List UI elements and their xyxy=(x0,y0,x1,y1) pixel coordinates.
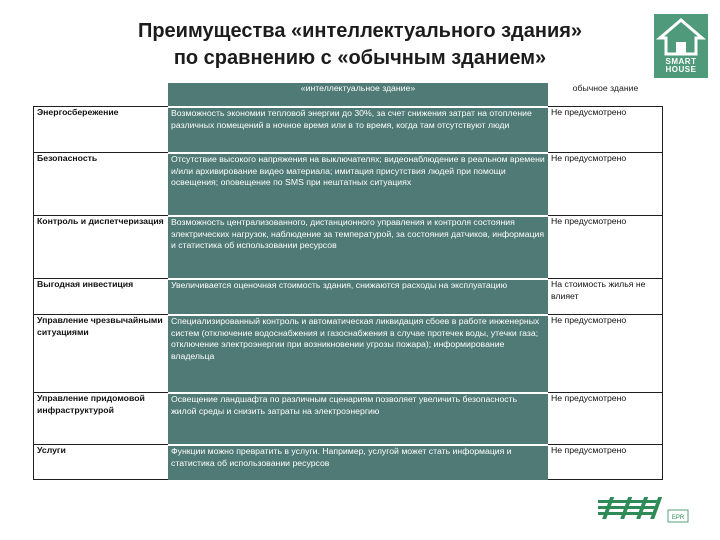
table-row xyxy=(33,392,663,444)
ordinary-cell: Не предусмотрено xyxy=(548,106,663,152)
smart-cell: Специализированный контроль и автоматическая ликвидация сбоев в работе инженерных систем (отключение водоснабжения и газоснабжения в случае протечек воды, утечки газа; отключение электроэнергии при возникновении угрозы пожара); информирование владельца xyxy=(168,314,548,392)
criterion-cell: Контроль и диспетчеризация xyxy=(33,215,168,278)
criterion-cell: Безопасность xyxy=(33,152,168,215)
table-row xyxy=(33,106,663,152)
table-row xyxy=(33,278,663,314)
table-row xyxy=(33,215,663,278)
title-line-1: Преимущества «интеллектуального здания» xyxy=(137,20,583,42)
smart-cell: Возможность экономии тепловой энергии до 30%, за счет снижения затрат на отопление различных помещений в ночное время или в то время, когда там отсутствуют люди xyxy=(168,106,548,152)
criterion-cell: Энергосбережение xyxy=(33,106,168,152)
criterion-cell: Управление придомовой инфраструктурой xyxy=(33,392,168,444)
table-row xyxy=(33,152,663,215)
ordinary-cell: Не предусмотрено xyxy=(548,392,663,444)
smart-cell: Увеличивается оценочная стоимость здания, снижаются расходы на эксплуатацию xyxy=(168,278,548,314)
smart-house-logo-text xyxy=(654,58,708,74)
criterion-cell: Выгодная инвестиция xyxy=(33,278,168,314)
criterion-cell: Управление чрезвычайными ситуациями xyxy=(33,314,168,392)
header-criterion xyxy=(33,83,168,106)
title-line-2: по сравнению с «обычным зданием» xyxy=(173,47,547,69)
page-title xyxy=(60,18,660,72)
criterion-cell: Услуги xyxy=(33,444,168,480)
table-header-row xyxy=(33,83,663,106)
header-ordinary-building: обычное здание xyxy=(548,83,663,106)
ordinary-cell: На стоимость жилья не влияет xyxy=(548,278,663,314)
smart-cell: Функции можно превратить в услуги. Например, услугой может стать информация и статистика об использовании ресурсов xyxy=(168,444,548,480)
smart-cell: Освещение ландшафта по различным сценариям позволяет увеличить безопасность жилой среды и снизить затраты на электроэнергию xyxy=(168,392,548,444)
table-row xyxy=(33,444,663,480)
header-smart-building: «интеллектуальное здание» xyxy=(168,83,548,106)
ordinary-cell: Не предусмотрено xyxy=(548,215,663,278)
smart-cell: Отсутствие высокого напряжения на выключателях; видеонаблюдение в реальном времени и/или архивирование видео материала; имитация присутствия людей при помощи освещения; оповещение по SMS при нештатных ситуациях xyxy=(168,152,548,215)
footer-logo-sub: EPR xyxy=(671,515,685,521)
table-row xyxy=(33,314,663,392)
elsis-logo-icon xyxy=(598,492,690,526)
smart-cell: Возможность централизованного, дистанционного управления и контроля состояния электрических нагрузок, наблюдение за температурой, за состояния датчиков, информация и статистика об использовании ресурсов xyxy=(168,215,548,278)
logo-line-2: HOUSE xyxy=(665,65,697,74)
comparison-table xyxy=(33,83,663,480)
ordinary-cell: Не предусмотрено xyxy=(548,152,663,215)
ordinary-cell: Не предусмотрено xyxy=(548,314,663,392)
logo-line-1: SMART xyxy=(665,57,697,66)
ordinary-cell: Не предусмотрено xyxy=(548,444,663,480)
